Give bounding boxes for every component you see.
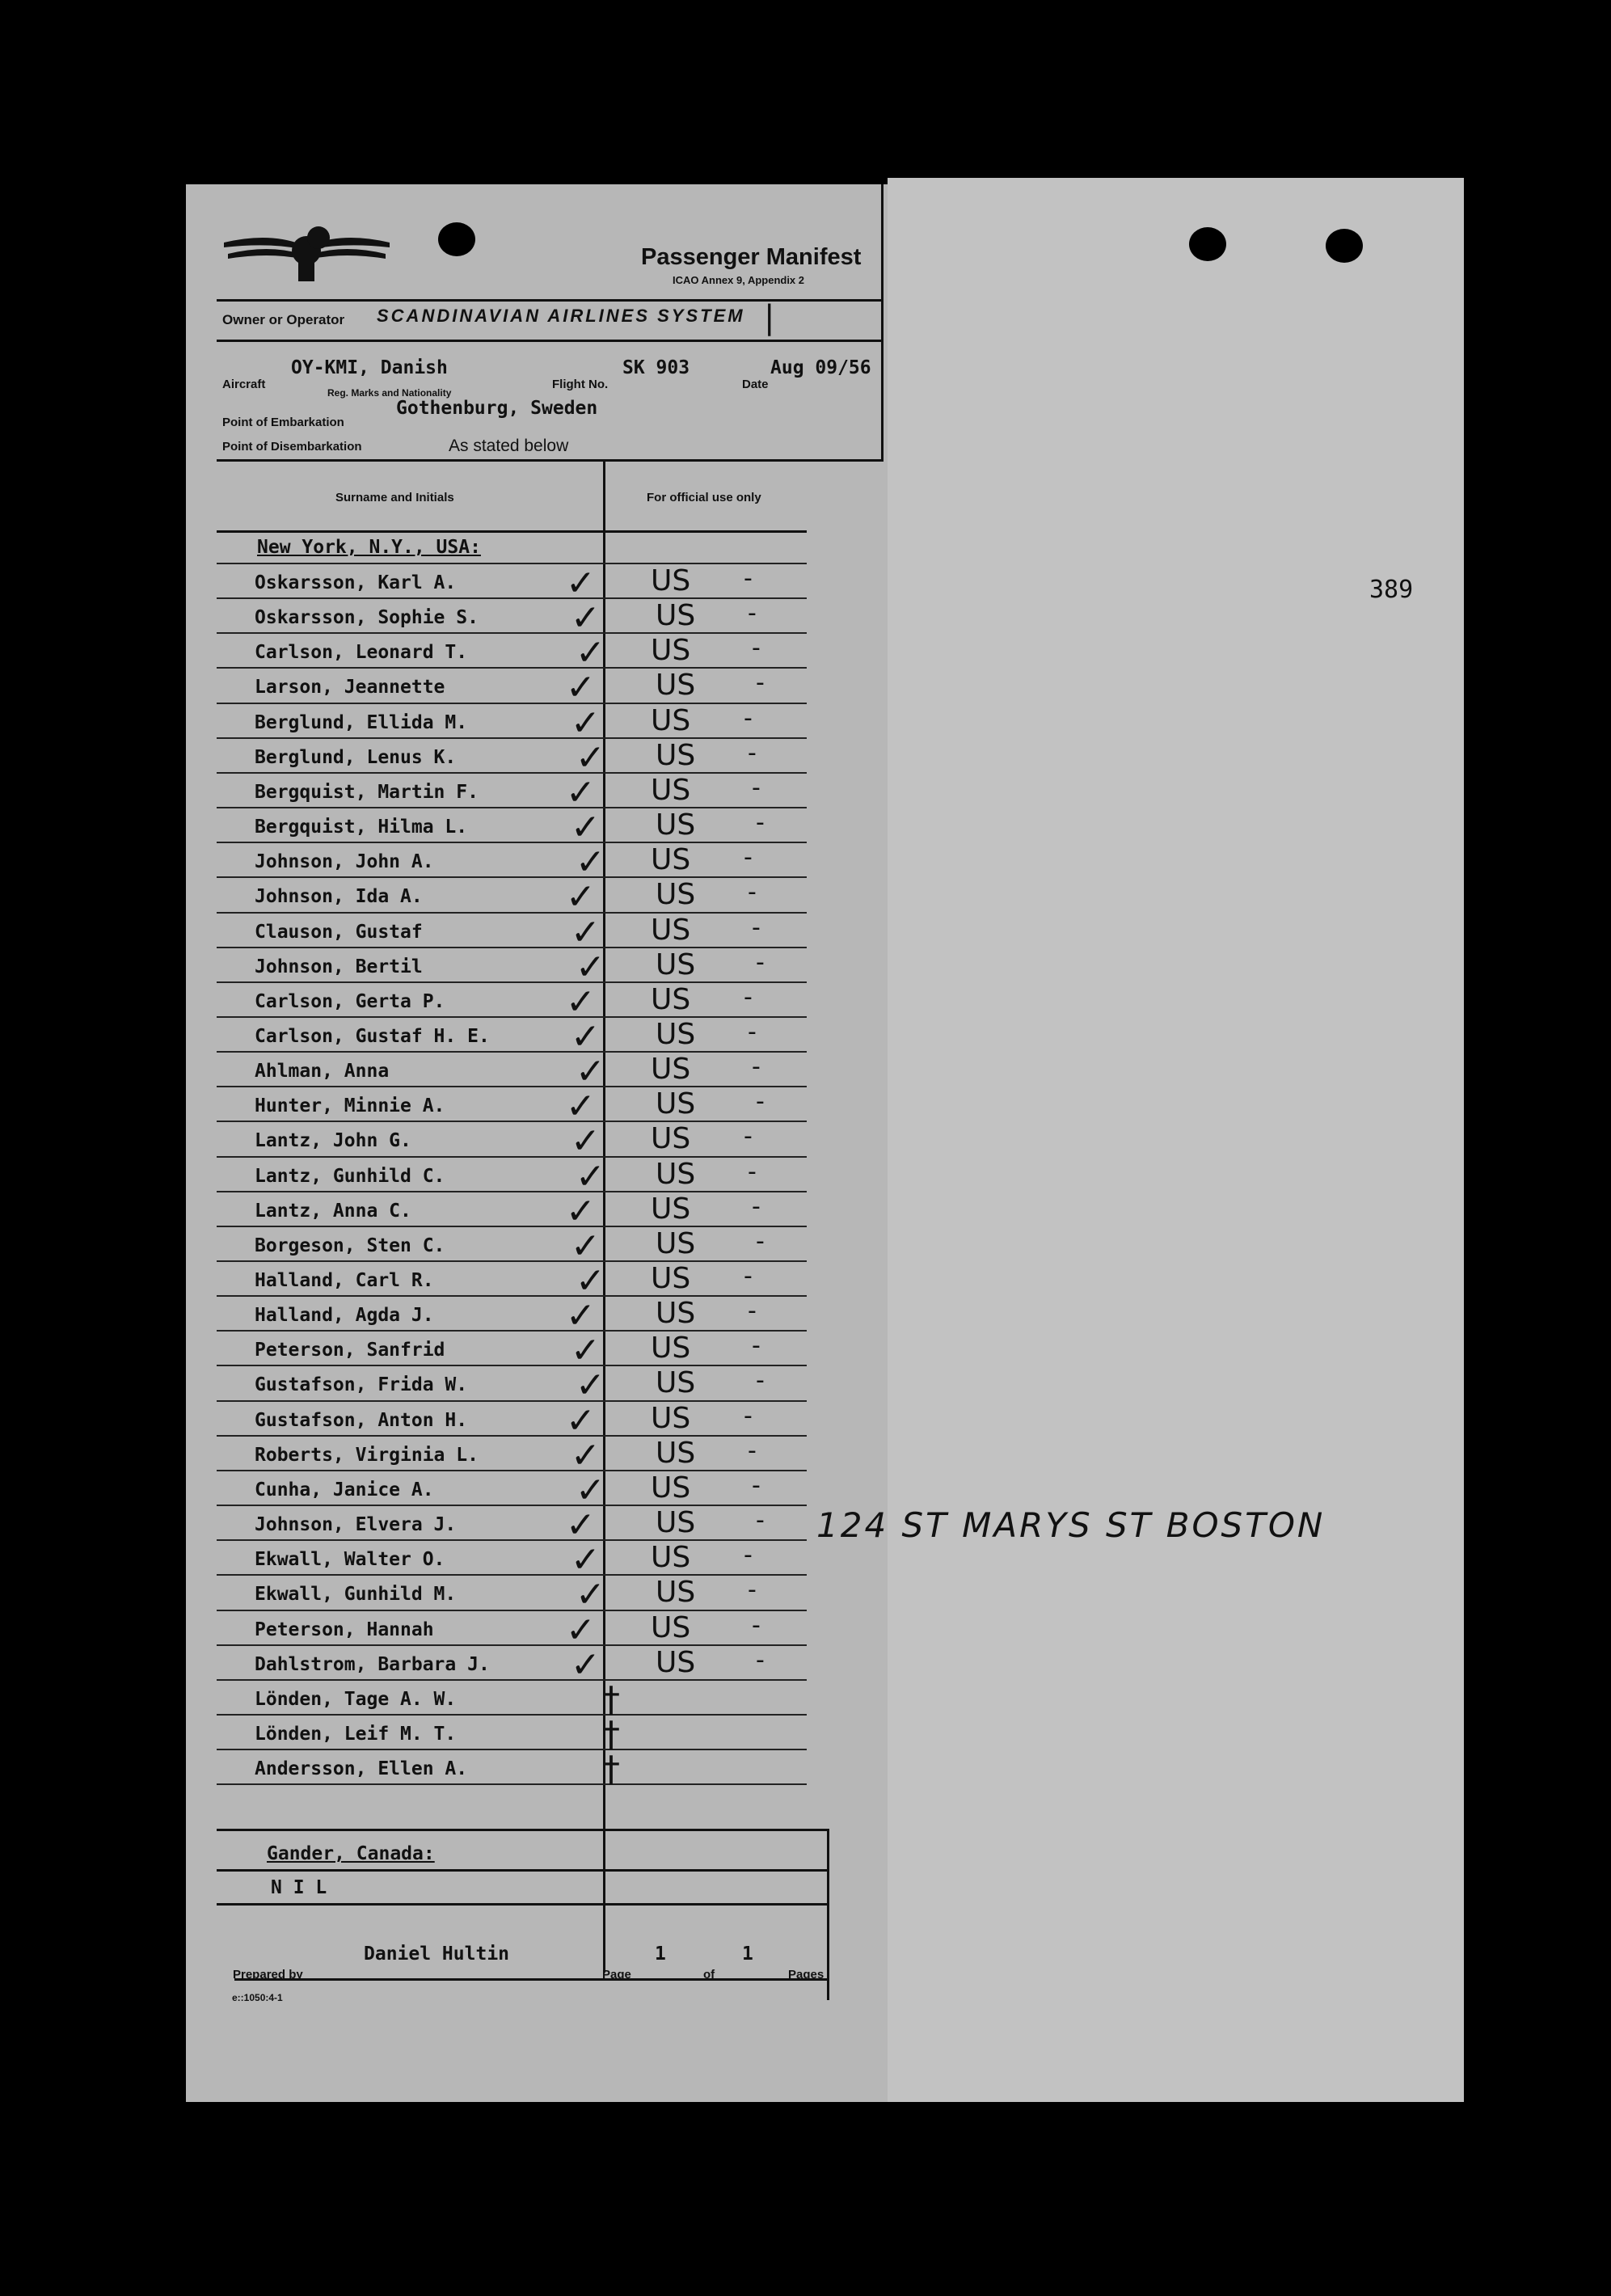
check-mark-icon: ✓ xyxy=(571,702,601,744)
handwritten-dash-mark: - xyxy=(756,1506,765,1535)
backing-sheet xyxy=(888,178,1464,2102)
handwritten-us-mark: US xyxy=(656,1297,696,1331)
handwritten-dash-mark: - xyxy=(744,843,753,872)
handwritten-us-mark: US xyxy=(651,1053,691,1087)
handwritten-us-mark: US xyxy=(656,669,696,703)
passenger-name: Roberts, Virginia L. xyxy=(255,1444,479,1466)
row-rule xyxy=(217,807,807,808)
airline-wings-logo-icon xyxy=(220,220,394,285)
passenger-name: Lönden, Leif M. T. xyxy=(255,1723,457,1745)
handwritten-dash-mark: - xyxy=(752,1610,761,1640)
handwritten-dash-mark: - xyxy=(748,878,757,907)
form-title: Passenger Manifest xyxy=(641,244,862,270)
handwritten-dash-mark: - xyxy=(748,599,757,628)
row-rule xyxy=(217,1505,807,1506)
handwritten-dash-mark: - xyxy=(756,808,765,838)
aircraft-value: OY-KMI, Danish xyxy=(291,357,448,378)
table-header-rule xyxy=(217,530,807,533)
check-mark-icon: ✓ xyxy=(566,1190,596,1232)
row-rule xyxy=(217,1086,807,1087)
handwritten-dash-mark: - xyxy=(748,1157,757,1186)
check-mark-icon: ✓ xyxy=(571,1644,601,1686)
row-rule xyxy=(217,632,807,634)
passenger-name: Ahlman, Anna xyxy=(255,1061,390,1083)
check-mark-icon: ✓ xyxy=(576,1051,605,1093)
passenger-name: Andersson, Ellen A. xyxy=(255,1758,468,1780)
handwritten-dash-mark: - xyxy=(752,1192,761,1221)
row-rule xyxy=(217,1783,807,1785)
handwritten-us-mark: US xyxy=(656,808,696,842)
disembark-value: As stated below xyxy=(449,437,569,455)
strike-mark-icon: † xyxy=(602,1678,620,1720)
check-mark-icon: ✓ xyxy=(571,1434,601,1476)
check-mark-icon: ✓ xyxy=(576,1574,605,1616)
row-rule xyxy=(217,1191,807,1192)
row-rule xyxy=(217,1574,807,1576)
handwritten-dash-mark: - xyxy=(756,1087,765,1116)
handwritten-us-mark: US xyxy=(651,843,691,877)
row-rule xyxy=(217,1470,807,1471)
handwritten-us-mark: US xyxy=(651,982,691,1016)
check-mark-icon: ✓ xyxy=(576,946,605,988)
flight-label: Flight No. xyxy=(552,378,609,391)
passenger-name: Bergquist, Hilma L. xyxy=(255,817,468,838)
check-mark-icon: ✓ xyxy=(571,911,601,953)
passenger-name: Johnson, Ida A. xyxy=(255,886,423,908)
handwritten-dash-mark: - xyxy=(756,1366,765,1395)
row-rule xyxy=(217,912,807,914)
official-column-header: For official use only xyxy=(647,491,761,504)
row-rule xyxy=(217,737,807,739)
header-right-border xyxy=(881,184,884,462)
header-rule-2 xyxy=(217,340,884,342)
handwritten-dash-mark: - xyxy=(752,1053,761,1082)
passenger-name: Lantz, Anna C. xyxy=(255,1200,411,1222)
handwritten-dash-mark: - xyxy=(748,1297,757,1326)
handwritten-us-mark: US xyxy=(651,1192,691,1226)
row-rule xyxy=(217,563,807,564)
handwritten-dash-mark: - xyxy=(744,1122,753,1151)
handwritten-dash-mark: - xyxy=(752,773,761,802)
handwritten-dash-mark: - xyxy=(744,703,753,732)
handwritten-us-mark: US xyxy=(651,1332,691,1365)
handwritten-dash-mark: - xyxy=(756,1645,765,1674)
date-label: Date xyxy=(742,378,769,391)
check-mark-icon: ✓ xyxy=(576,842,605,884)
check-mark-icon: ✓ xyxy=(571,597,601,639)
header-rule-3 xyxy=(217,459,884,462)
check-mark-icon: ✓ xyxy=(566,771,596,813)
handwritten-us-mark: US xyxy=(656,1226,696,1260)
row-rule xyxy=(217,597,807,599)
header-rule-1 xyxy=(217,299,884,302)
passenger-name: Ekwall, Gunhild M. xyxy=(255,1584,457,1606)
row-rule xyxy=(217,667,807,669)
passenger-name: Cunha, Janice A. xyxy=(255,1479,434,1500)
handwritten-dash-mark: - xyxy=(756,669,765,698)
page-label: Page xyxy=(602,1968,631,1982)
handwritten-address-note: 124 ST MARYS ST BOSTON xyxy=(816,1505,1326,1545)
section-note-nil: N I L xyxy=(271,1877,327,1898)
strike-mark-icon: † xyxy=(602,1749,620,1791)
check-mark-icon: ✓ xyxy=(566,1295,596,1337)
check-mark-icon: ✓ xyxy=(571,1330,601,1372)
passenger-name: Gustafson, Anton H. xyxy=(255,1409,468,1431)
row-rule xyxy=(217,1714,807,1716)
passenger-name: Ekwall, Walter O. xyxy=(255,1549,445,1571)
passenger-name: Clauson, Gustaf xyxy=(255,921,423,943)
passenger-name: Peterson, Sanfrid xyxy=(255,1340,445,1361)
passenger-name: Halland, Agda J. xyxy=(255,1305,434,1327)
passenger-name: Berglund, Ellida M. xyxy=(255,711,468,733)
handwritten-us-mark: US xyxy=(651,1262,691,1295)
row-rule xyxy=(217,947,807,948)
passenger-name: Berglund, Lenus K. xyxy=(255,746,457,768)
handwritten-us-mark: US xyxy=(651,773,691,807)
footer-right-border xyxy=(827,1829,829,2000)
gander-rule-2 xyxy=(217,1869,827,1872)
punch-hole-right-2 xyxy=(1326,229,1363,263)
passenger-name: Larson, Jeannette xyxy=(255,677,445,699)
check-mark-icon: ✓ xyxy=(566,1505,596,1547)
gander-rule-1 xyxy=(217,1829,827,1831)
strike-mark-icon: † xyxy=(602,1713,620,1755)
row-rule xyxy=(217,1226,807,1227)
handwritten-us-mark: US xyxy=(656,1645,696,1679)
row-rule xyxy=(217,1610,807,1611)
passenger-name: Johnson, Bertil xyxy=(255,956,423,977)
handwritten-dash-mark: - xyxy=(752,1332,761,1361)
check-mark-icon: ✓ xyxy=(576,1469,605,1511)
passenger-name: Bergquist, Martin F. xyxy=(255,781,479,803)
mark-owner-slash: | xyxy=(764,299,775,336)
row-rule xyxy=(217,772,807,774)
gander-rule-3 xyxy=(217,1903,827,1906)
handwritten-us-mark: US xyxy=(651,1471,691,1505)
handwritten-dash-mark: - xyxy=(756,1226,765,1256)
passenger-name: Lönden, Tage A. W. xyxy=(255,1688,457,1710)
handwritten-dash-mark: - xyxy=(744,1401,753,1430)
handwritten-us-mark: US xyxy=(656,1436,696,1470)
handwritten-dash-mark: - xyxy=(748,1436,757,1465)
check-mark-icon: ✓ xyxy=(576,1155,605,1197)
row-rule xyxy=(217,1435,807,1437)
handwritten-us-mark: US xyxy=(656,1576,696,1610)
check-mark-icon: ✓ xyxy=(571,807,601,849)
handwritten-dash-mark: - xyxy=(748,738,757,767)
row-rule xyxy=(217,981,807,983)
check-mark-icon: ✓ xyxy=(566,981,596,1023)
page-number-value: 1 xyxy=(655,1944,666,1965)
row-rule xyxy=(217,1679,807,1681)
handwritten-us-mark: US xyxy=(651,1401,691,1435)
handwritten-us-mark: US xyxy=(656,948,696,981)
passenger-name: Lantz, John G. xyxy=(255,1130,411,1152)
passenger-name: Gustafson, Frida W. xyxy=(255,1374,468,1396)
owner-value: SCANDINAVIAN AIRLINES SYSTEM xyxy=(377,306,745,326)
owner-label: Owner or Operator xyxy=(222,312,345,327)
page-stamp-number: 389 xyxy=(1369,576,1414,604)
check-mark-icon: ✓ xyxy=(566,1609,596,1651)
reg-label: Reg. Marks and Nationality xyxy=(327,387,452,399)
passenger-name: Dahlstrom, Barbara J. xyxy=(255,1653,490,1675)
check-mark-icon: ✓ xyxy=(576,1365,605,1407)
check-mark-icon: ✓ xyxy=(576,736,605,779)
handwritten-us-mark: US xyxy=(656,878,696,912)
handwritten-us-mark: US xyxy=(656,1017,696,1051)
handwritten-us-mark: US xyxy=(651,1610,691,1644)
embark-value: Gothenburg, Sweden xyxy=(396,398,598,419)
passenger-name: Johnson, John A. xyxy=(255,851,434,873)
handwritten-us-mark: US xyxy=(656,599,696,633)
of-label: of xyxy=(703,1968,715,1982)
section-heading-new-york: New York, N.Y., USA: xyxy=(257,537,481,558)
check-mark-icon: ✓ xyxy=(571,1121,601,1163)
handwritten-us-mark: US xyxy=(651,564,691,597)
handwritten-dash-mark: - xyxy=(744,1541,753,1570)
check-mark-icon: ✓ xyxy=(576,1260,605,1302)
row-rule xyxy=(217,1539,807,1541)
handwritten-dash-mark: - xyxy=(752,913,761,942)
handwritten-dash-mark: - xyxy=(744,982,753,1011)
handwritten-dash-mark: - xyxy=(748,1017,757,1046)
page-total-value: 1 xyxy=(742,1944,753,1965)
row-rule xyxy=(217,703,807,704)
row-rule xyxy=(217,1749,807,1750)
embark-label: Point of Embarkation xyxy=(222,416,344,429)
punch-hole-left xyxy=(438,222,475,256)
handwritten-us-mark: US xyxy=(656,738,696,772)
passenger-name: Hunter, Minnie A. xyxy=(255,1095,445,1117)
handwritten-dash-mark: - xyxy=(748,1576,757,1605)
row-rule xyxy=(217,842,807,843)
passenger-name: Johnson, Elvera J. xyxy=(255,1514,457,1536)
handwritten-dash-mark: - xyxy=(744,564,753,593)
check-mark-icon: ✓ xyxy=(566,876,596,918)
passenger-name: Lantz, Gunhild C. xyxy=(255,1165,445,1187)
handwritten-us-mark: US xyxy=(651,1122,691,1156)
handwritten-us-mark: US xyxy=(656,1087,696,1121)
row-rule xyxy=(217,1644,807,1646)
handwritten-us-mark: US xyxy=(651,703,691,737)
check-mark-icon: ✓ xyxy=(566,1086,596,1128)
row-rule xyxy=(217,1156,807,1158)
passenger-name: Borgeson, Sten C. xyxy=(255,1235,445,1256)
handwritten-us-mark: US xyxy=(651,634,691,668)
passenger-name: Carlson, Leonard T. xyxy=(255,642,468,664)
row-rule xyxy=(217,1260,807,1262)
row-rule xyxy=(217,876,807,878)
row-rule xyxy=(217,1365,807,1366)
date-value: Aug 09/56 xyxy=(770,357,871,378)
check-mark-icon: ✓ xyxy=(576,632,605,674)
check-mark-icon: ✓ xyxy=(571,1539,601,1581)
form-subtitle: ICAO Annex 9, Appendix 2 xyxy=(673,274,805,286)
check-mark-icon: ✓ xyxy=(566,563,596,604)
passenger-name: Peterson, Hannah xyxy=(255,1619,434,1640)
handwritten-us-mark: US xyxy=(656,1366,696,1400)
prepared-by-value: Daniel Hultin xyxy=(364,1944,510,1965)
handwritten-dash-mark: - xyxy=(744,1262,753,1290)
handwritten-us-mark: US xyxy=(651,1541,691,1575)
passenger-name: Halland, Carl R. xyxy=(255,1270,434,1291)
row-rule xyxy=(217,1016,807,1018)
footer-rule xyxy=(234,1978,829,1981)
surname-column-header: Surname and Initials xyxy=(335,491,454,504)
row-rule xyxy=(217,1121,807,1122)
handwritten-dash-mark: - xyxy=(752,634,761,663)
handwritten-dash-mark: - xyxy=(752,1471,761,1500)
disembark-label: Point of Disembarkation xyxy=(222,440,362,454)
aircraft-label: Aircraft xyxy=(222,378,266,391)
row-rule xyxy=(217,1400,807,1402)
check-mark-icon: ✓ xyxy=(566,667,596,709)
pages-label: Pages xyxy=(788,1968,824,1982)
prepared-by-label: Prepared by xyxy=(233,1968,303,1982)
flight-value: SK 903 xyxy=(622,357,690,378)
handwritten-us-mark: US xyxy=(656,1506,696,1540)
handwritten-us-mark: US xyxy=(651,913,691,947)
check-mark-icon: ✓ xyxy=(566,1399,596,1441)
punch-hole-right-1 xyxy=(1189,227,1226,261)
check-mark-icon: ✓ xyxy=(571,1015,601,1057)
handwritten-dash-mark: - xyxy=(756,948,765,977)
passenger-name: Oskarsson, Karl A. xyxy=(255,572,457,593)
passenger-name: Carlson, Gerta P. xyxy=(255,990,445,1012)
form-code: e::1050:4-1 xyxy=(232,1992,283,2003)
section-heading-gander: Gander, Canada: xyxy=(267,1843,435,1864)
row-rule xyxy=(217,1330,807,1332)
passenger-name: Oskarsson, Sophie S. xyxy=(255,607,479,629)
handwritten-us-mark: US xyxy=(656,1157,696,1191)
passenger-name: Carlson, Gustaf H. E. xyxy=(255,1025,490,1047)
row-rule xyxy=(217,1295,807,1297)
check-mark-icon: ✓ xyxy=(571,1225,601,1267)
row-rule xyxy=(217,1051,807,1053)
